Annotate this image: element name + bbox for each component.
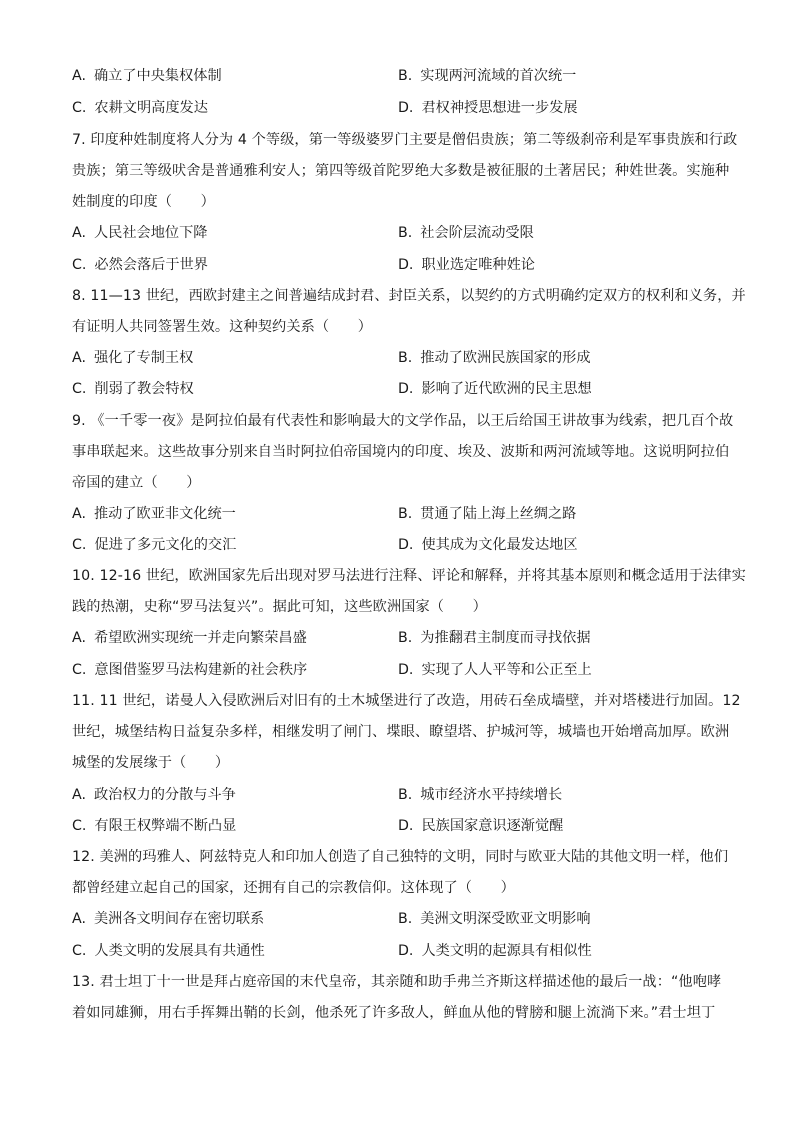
q6-option-d[interactable] bbox=[398, 98, 578, 118]
option-label: D. bbox=[398, 257, 414, 273]
option-text: 实现两河流域的首次统一 bbox=[420, 68, 577, 84]
option-label: B. bbox=[398, 225, 413, 241]
option-label: D. bbox=[398, 381, 414, 397]
option-label: C. bbox=[72, 257, 87, 273]
option-text: 人类文明的起源具有相似性 bbox=[421, 943, 592, 959]
option-text: 人类文明的发展具有共通性 bbox=[94, 943, 265, 959]
option-text: 希望欧洲实现统一并走向繁荣昌盛 bbox=[93, 630, 307, 646]
q10-stem-line: 10. 12-16 世纪，欧洲国家先后出现对罗马法进行注释、评论和解释，并将其基本原则和概念适用于法律实 bbox=[72, 568, 746, 584]
option-label: A. bbox=[72, 787, 86, 803]
option-text: 推动了欧亚非文化统一 bbox=[93, 506, 236, 522]
option-label: C. bbox=[72, 662, 87, 678]
q9-stem-line: 事串联起来。这些故事分别来自当时阿拉伯帝国境内的印度、埃及、波斯和两河流域等地。这说明阿拉伯 bbox=[72, 444, 730, 460]
option-label: C. bbox=[72, 381, 87, 397]
option-text: 人民社会地位下降 bbox=[93, 225, 208, 241]
option-text: 使其成为文化最发达地区 bbox=[421, 537, 578, 553]
q11-option-c[interactable] bbox=[72, 816, 236, 836]
q9-stem-line: 帝国的建立（ ） bbox=[72, 475, 201, 491]
q11-stem-line: 世纪，城堡结构日益复杂多样，相继发明了闸门、堞眼、瞭望塔、护城河等，城墙也开始增高加厚。欧洲 bbox=[72, 724, 730, 740]
option-label: A. bbox=[72, 68, 86, 84]
option-label: B. bbox=[398, 350, 413, 366]
q10-option-d[interactable] bbox=[398, 660, 592, 680]
option-text: 美洲各文明间存在密切联系 bbox=[93, 911, 265, 927]
option-text: 农耕文明高度发达 bbox=[94, 100, 208, 116]
option-text: 美洲文明深受欧亚文明影响 bbox=[420, 911, 591, 927]
option-text: 削弱了教会特权 bbox=[94, 381, 194, 397]
q10-option-a[interactable] bbox=[72, 628, 307, 648]
option-text: 意图借鉴罗马法构建新的社会秩序 bbox=[94, 662, 308, 678]
option-text: 贯通了陆上海上丝绸之路 bbox=[420, 506, 577, 522]
option-label: D. bbox=[398, 100, 414, 116]
q8-stem-line: 有证明人共同签署生效。这种契约关系（ ） bbox=[72, 319, 373, 335]
option-label: B. bbox=[398, 787, 413, 803]
option-label: D. bbox=[398, 537, 414, 553]
q7-option-b[interactable] bbox=[398, 223, 534, 243]
q12-option-b[interactable] bbox=[398, 909, 591, 929]
option-label: C. bbox=[72, 100, 87, 116]
option-text: 政治权力的分散与斗争 bbox=[93, 787, 236, 803]
option-label: B. bbox=[398, 911, 413, 927]
q8-stem-line: 8. 11—13 世纪，西欧封建主之间普遍结成封君、封臣关系，以契约的方式明确约定双方的权利和义务，并 bbox=[72, 288, 746, 304]
q11-option-d[interactable] bbox=[398, 816, 563, 836]
option-text: 君权神授思想进一步发展 bbox=[421, 100, 578, 116]
option-label: A. bbox=[72, 911, 86, 927]
option-text: 强化了专制王权 bbox=[93, 350, 194, 366]
q6-option-b[interactable] bbox=[398, 66, 576, 86]
option-text: 确立了中央集权体制 bbox=[93, 68, 222, 84]
q12-stem-line: 12. 美洲的玛雅人、阿兹特克人和印加人创造了自己独特的文明，同时与欧亚大陆的其他文明一样，他们 bbox=[72, 849, 729, 865]
option-label: D. bbox=[398, 943, 414, 959]
option-text: 社会阶层流动受限 bbox=[420, 225, 534, 241]
q13-stem-line: 13. 君士坦丁十一世是拜占庭帝国的末代皇帝，其亲随和助手弗兰齐斯这样描述他的最后一战：“他咆哮 bbox=[72, 974, 722, 990]
q9-option-d[interactable] bbox=[398, 535, 578, 555]
q10-option-c[interactable] bbox=[72, 660, 307, 680]
option-text: 民族国家意识逐渐觉醒 bbox=[421, 818, 564, 834]
option-label: D. bbox=[398, 818, 414, 834]
q11-stem-line: 城堡的发展缘于（ ） bbox=[72, 755, 230, 771]
option-label: C. bbox=[72, 537, 87, 553]
q9-option-a[interactable] bbox=[72, 504, 236, 524]
option-label: B. bbox=[398, 630, 413, 646]
q7-option-c[interactable] bbox=[72, 255, 208, 275]
q9-stem-line: 9. 《一千零一夜》是阿拉伯最有代表性和影响最大的文学作品，以王后给国王讲故事为线索，把几百个故 bbox=[72, 413, 734, 429]
option-text: 影响了近代欧洲的民主思想 bbox=[421, 381, 592, 397]
q8-option-a[interactable] bbox=[72, 348, 193, 368]
q12-stem-line: 都曾经建立起自己的国家，还拥有自己的宗教信仰。这体现了（ ） bbox=[72, 880, 515, 896]
q9-option-c[interactable] bbox=[72, 535, 236, 555]
option-text: 职业选定唯种姓论 bbox=[421, 257, 535, 273]
q12-option-d[interactable] bbox=[398, 941, 592, 961]
q12-option-a[interactable] bbox=[72, 909, 264, 929]
q8-option-b[interactable] bbox=[398, 348, 591, 368]
option-text: 为推翻君主制度而寻找依据 bbox=[420, 630, 591, 646]
q10-stem-line: 践的热潮，史称“罗马法复兴”。据此可知，这些欧洲国家（ ） bbox=[72, 599, 487, 615]
option-label: B. bbox=[398, 68, 413, 84]
option-text: 有限王权弊端不断凸显 bbox=[94, 818, 237, 834]
q6-option-c[interactable] bbox=[72, 98, 208, 118]
option-label: C. bbox=[72, 943, 87, 959]
option-text: 促进了多元文化的交汇 bbox=[94, 537, 237, 553]
option-label: A. bbox=[72, 225, 86, 241]
option-label: A. bbox=[72, 506, 86, 522]
q11-option-a[interactable] bbox=[72, 785, 236, 805]
q7-stem-line: 姓制度的印度（ ） bbox=[72, 194, 215, 210]
option-label: B. bbox=[398, 506, 413, 522]
q7-stem-line: 贵族；第三等级吠舍是普通雅利安人；第四等级首陀罗绝大多数是被征服的土著居民；种姓世袭。实施种 bbox=[72, 163, 730, 179]
q12-option-c[interactable] bbox=[72, 941, 265, 961]
q13-stem-line: 着如同雄狮，用右手挥舞出鞘的长剑，他杀死了许多敌人，鲜血从他的臂膀和腿上流淌下来。”君士坦丁 bbox=[72, 1005, 716, 1021]
q9-option-b[interactable] bbox=[398, 504, 576, 524]
q7-option-d[interactable] bbox=[398, 255, 535, 275]
option-label: A. bbox=[72, 630, 86, 646]
q10-option-b[interactable] bbox=[398, 628, 591, 648]
option-label: C. bbox=[72, 818, 87, 834]
q6-option-a[interactable] bbox=[72, 66, 222, 86]
q11-stem-line: 11. 11 世纪，诺曼人入侵欧洲后对旧有的土木城堡进行了改造，用砖石垒成墙壁，并对塔楼进行加固。12 bbox=[72, 693, 741, 709]
q8-option-c[interactable] bbox=[72, 379, 194, 399]
option-text: 城市经济水平持续增长 bbox=[420, 787, 563, 803]
q11-option-b[interactable] bbox=[398, 785, 562, 805]
option-label: A. bbox=[72, 350, 86, 366]
option-text: 推动了欧洲民族国家的形成 bbox=[420, 350, 591, 366]
q8-option-d[interactable] bbox=[398, 379, 592, 399]
option-text: 必然会落后于世界 bbox=[94, 257, 208, 273]
q7-stem-line: 7. 印度种姓制度将人分为 4 个等级，第一等级婆罗门主要是僧侣贵族；第二等级刹帝利是军事贵族和行政 bbox=[72, 132, 738, 148]
option-label: D. bbox=[398, 662, 414, 678]
q7-option-a[interactable] bbox=[72, 223, 207, 243]
option-text: 实现了人人平等和公正至上 bbox=[421, 662, 592, 678]
